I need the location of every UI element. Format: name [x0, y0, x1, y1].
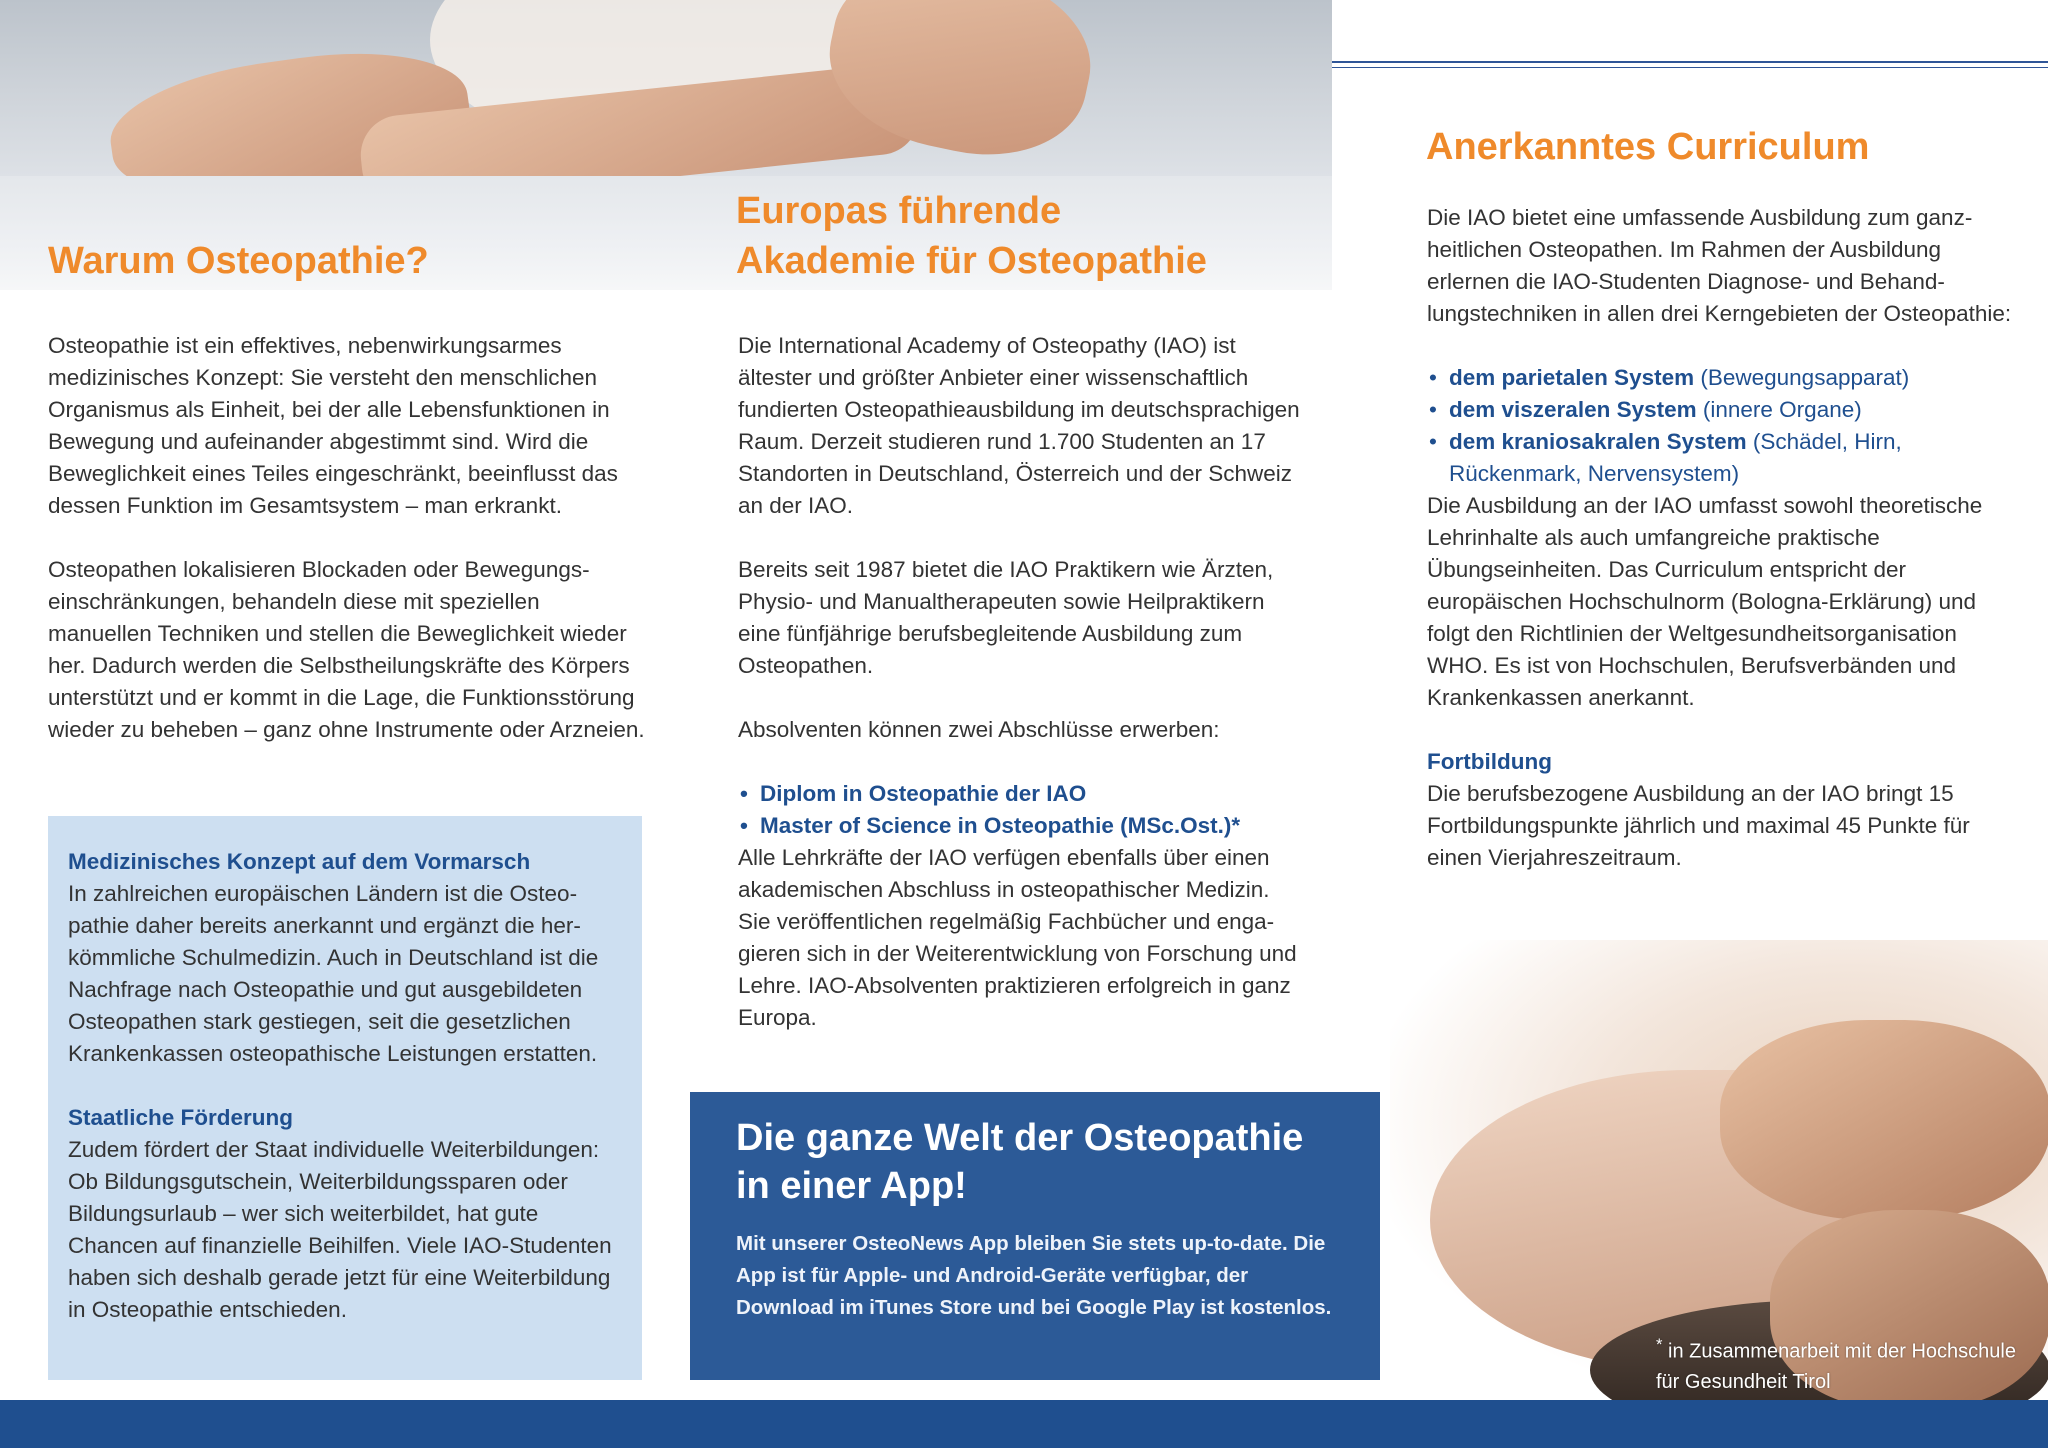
- divider-rule: [1332, 67, 2048, 68]
- col3-paragraph: Die IAO bietet eine umfassende Ausbildung zum ganzheitlichen Osteopathen. Im Rahmen der Ausbildung erlernen die IAO-Studenten Diagnose- und Behandlungstechniken in allen drei Kerngebieten der Osteopathie:: [1427, 205, 2012, 326]
- footnote-star: *: [1656, 1335, 1663, 1354]
- system-item: [1427, 362, 2017, 394]
- info-box-heading: Medizinisches Konzept auf dem Vormarsch: [68, 849, 531, 874]
- system-list: [1427, 362, 2017, 490]
- col2-paragraph: Die International Academy of Osteopathy (IAO) ist ältester und größter Anbieter einer wissenschaftlich fundierten Osteopathieausbildung im deutschsprachigen Raum. Derzeit studieren rund 1.700 Studenten an 17 Standorten in Deutschland, Österreich und der Schweiz an der IAO.: [738, 333, 1300, 518]
- col2-title-line: Akademie für Osteopathie: [736, 240, 1207, 282]
- info-box: [48, 816, 642, 1380]
- app-promo-title-line: Die ganze Welt der Osteopathie: [736, 1117, 1304, 1159]
- system-item-detail: (innere Organe): [1696, 397, 1862, 422]
- col2-paragraph: Bereits seit 1987 bietet die IAO Praktikern wie Ärzten, Physio- und Manualtherapeuten sowie Heilpraktikern eine fünfjährige berufsbegleitende Ausbildung zum Osteopathen.: [738, 557, 1274, 678]
- app-promo-box: [690, 1092, 1380, 1380]
- col3-title: Anerkanntes Curriculum: [1426, 126, 1870, 168]
- footnote-text: in Zusammenarbeit mit der Hochschule für Gesundheit Tirol: [1656, 1340, 2016, 1393]
- header-photo: [0, 0, 1332, 176]
- system-item: [1427, 394, 2017, 426]
- system-item-bold: dem parietalen System: [1449, 365, 1695, 390]
- col1-paragraph: Osteopathen lokalisieren Blockaden oder Bewegungseinschränkungen, behandeln diese mit speziellen manuellen Techniken und stellen die Beweglichkeit wieder her. Dadurch werden die Selbstheilungskräfte des Körpers unterstützt und er kommt in die Lage, die Funktionsstörung wieder zu beheben – ganz ohne Instrumente oder Arzneien.: [48, 557, 645, 742]
- degree-list: [738, 778, 1308, 842]
- footnote: [1656, 1330, 2036, 1397]
- col2-paragraph: Alle Lehrkräfte der IAO verfügen ebenfalls über einen akademischen Abschluss in osteopathischer Medizin. Sie veröffentlichen regelmäßig Fachbücher und engagieren sich in der Weiterentwicklung von Forschung und Lehre. IAO-Absolventen praktizieren erfolgreich in ganz Europa.: [738, 845, 1297, 1030]
- fortbildung-text: Die berufsbezogene Ausbildung an der IAO bringt 15 Fortbildungspunkte jährlich und maximal 45 Punkte für einen Vierjahreszeitraum.: [1427, 781, 1970, 870]
- system-item-bold: dem kraniosakralen System: [1449, 429, 1747, 454]
- col2-title: [736, 186, 1336, 286]
- col1-body: [48, 330, 648, 778]
- degree-item: • Master of Science in Osteopathie (MSc.Ost.)*: [738, 810, 1308, 842]
- col2-title-line: Europas führende: [736, 190, 1062, 232]
- info-box-text: In zahlreichen europäischen Ländern ist die Osteopathie daher bereits anerkannt und ergänzt die herkömmliche Schulmedizin. Auch in Deutschland ist die Nachfrage nach Osteopathie und gut ausgebildeten Osteopathen stark gestiegen, seit die gesetzlichen Krankenkassen osteopathische Leistungen erstatten.: [68, 881, 599, 1066]
- col2-paragraph: Absolventen können zwei Abschlüsse erwerben:: [738, 717, 1220, 742]
- footer-bar: [0, 1400, 2048, 1448]
- app-promo-title: [736, 1114, 1332, 1210]
- fortbildung-heading: Fortbildung: [1427, 749, 1552, 774]
- col2-body: [738, 330, 1308, 1066]
- info-box-text: Zudem fördert der Staat individuelle Weiterbildungen: Ob Bildungsgutschein, Weiterbildungssparen oder Bildungsurlaub – wer sich weiterbildet, hat gute Chancen auf finanzielle Beihilfen. Viele IAO-Studenten haben sich deshalb gerade jetzt für eine Weiterbildung in Osteopathie entschieden.: [68, 1137, 612, 1322]
- degree-item: • Diplom in Osteopathie der IAO: [738, 778, 1308, 810]
- col3-body: [1427, 202, 2017, 906]
- col3-paragraph: Die Ausbildung an der IAO umfasst sowohl theoretische Lehrinhalte als auch umfangreiche praktische Übungseinheiten. Das Curriculum entspricht der europäischen Hochschulnorm (Bologna-Erklärung) und folgt den Richtlinien der Weltgesundheitsorganisation WHO. Es ist von Hochschulen, Berufsverbänden und Krankenkassen anerkannt.: [1427, 493, 1983, 710]
- system-item-detail: (Schädel, Hirn, Rückenmark, Nervensystem): [1449, 429, 1902, 486]
- system-item: [1427, 426, 2017, 490]
- system-item-detail: (Bewegungsapparat): [1694, 365, 1910, 390]
- app-promo-text: Mit unserer OsteoNews App bleiben Sie stets up-to-date. Die App ist für Apple- und Android-Geräte verfügbar, der Download im iTunes Store und bei Google Play ist kostenlos.: [736, 1232, 1332, 1319]
- col1-title: Warum Osteopathie?: [48, 240, 429, 282]
- info-box-heading: Staatliche Förderung: [68, 1105, 294, 1130]
- divider-rule: [1332, 61, 2048, 63]
- app-promo-title-line: in einer App!: [736, 1165, 967, 1207]
- col1-paragraph: Osteopathie ist ein effektives, nebenwirkungsarmes medizinisches Konzept: Sie versteht den menschlichen Organismus als Einheit, bei der alle Lebensfunktionen in Bewegung und aufeinander abgestimmt sind. Wird die Beweglichkeit eines Teiles eingeschränkt, beeinflusst das dessen Funktion im Gesamtsystem – man erkrankt.: [48, 333, 618, 518]
- system-item-bold: dem viszeralen System: [1449, 397, 1697, 422]
